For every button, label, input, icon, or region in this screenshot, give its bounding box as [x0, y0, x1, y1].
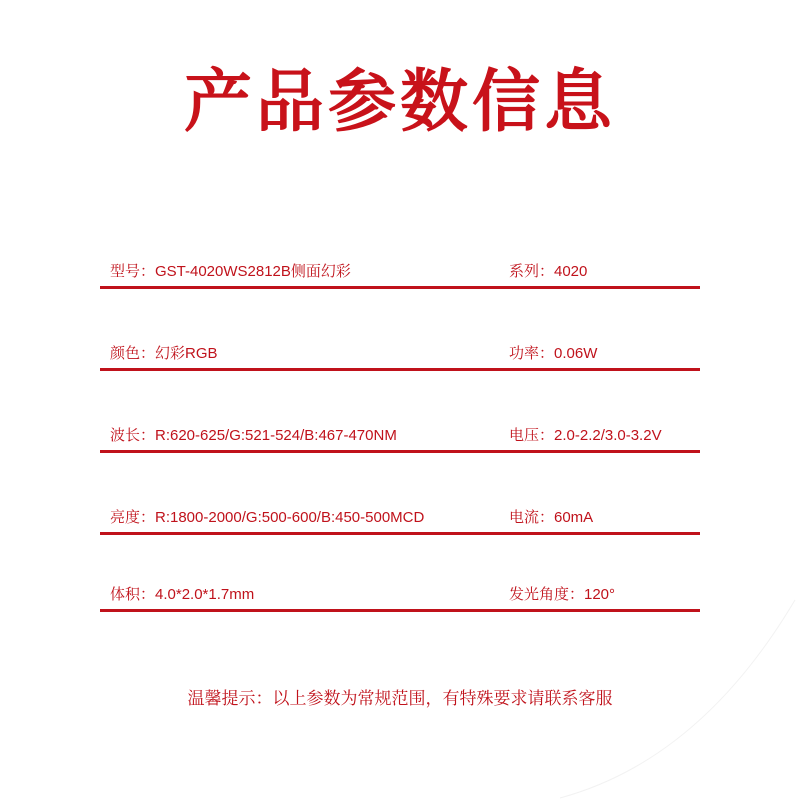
param-row — [100, 341, 700, 371]
param-model: 型号：GST-4020WS2812B侧面幻彩 — [110, 263, 351, 280]
param-current: 电流：60mA — [509, 509, 594, 526]
param-wavelength: 波长：R:620-625/G:521-524/B:467-470NM — [110, 427, 397, 444]
param-row — [100, 423, 700, 453]
param-size: 体积：4.0*2.0*1.7mm — [110, 586, 255, 603]
param-power: 功率：0.06W — [509, 345, 598, 362]
param-voltage: 电压：2.0-2.2/3.0-3.2V — [509, 427, 662, 444]
param-row — [100, 505, 700, 535]
param-row — [100, 582, 700, 612]
param-angle: 发光角度：120° — [509, 586, 616, 603]
param-color: 颜色：幻彩RGB — [110, 345, 218, 362]
param-brightness: 亮度：R:1800-2000/G:500-600/B:450-500MCD — [110, 509, 425, 526]
param-series: 系列：4020 — [509, 263, 588, 280]
param-row — [100, 259, 700, 289]
footer-note: 温馨提示：以上参数为常规范围，有特殊要求请联系客服 — [187, 689, 613, 708]
page-title: 产品参数信息 — [183, 64, 616, 140]
